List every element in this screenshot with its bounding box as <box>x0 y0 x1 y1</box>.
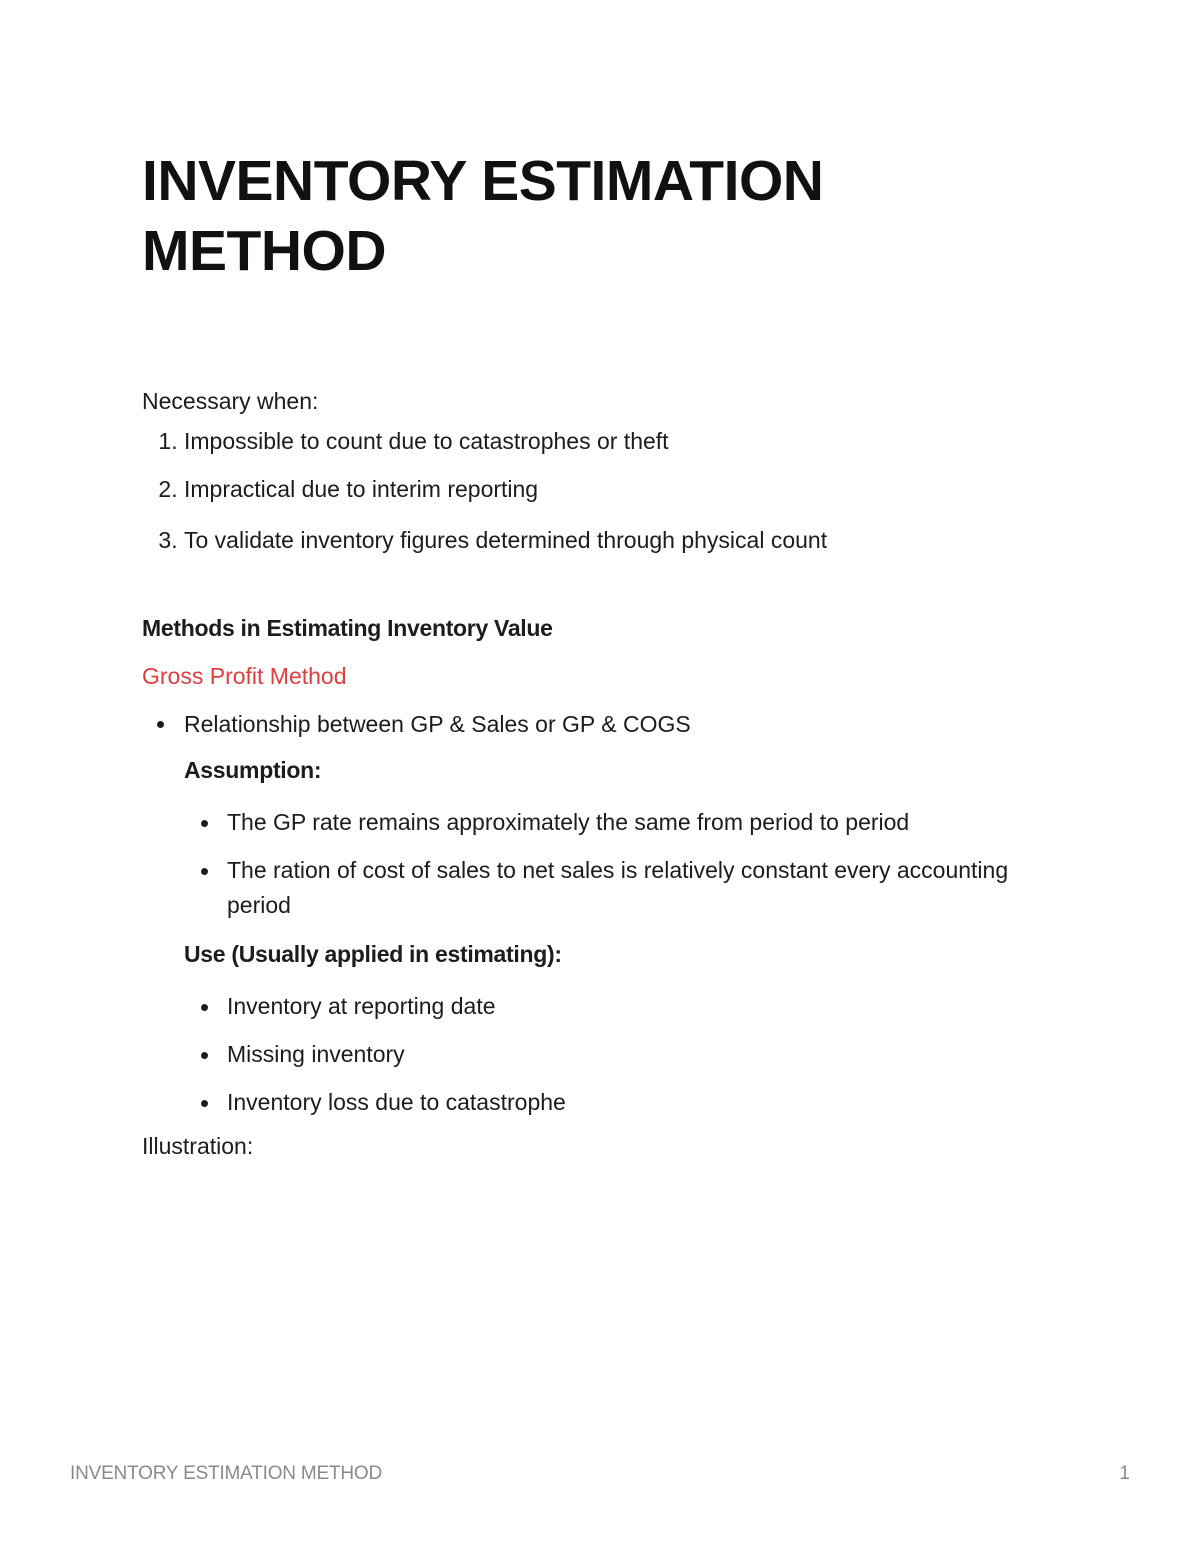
method-details-list <box>142 709 1042 1120</box>
reason-item: 1. Impossible to count due to catastrophes or theft <box>184 426 1042 456</box>
section-heading: Methods in Estimating Inventory Value <box>142 615 553 641</box>
footer-title: INVENTORY ESTIMATION METHOD <box>70 1463 383 1484</box>
list-item <box>184 709 1042 1120</box>
reason-item: 3. To validate inventory figures determined through physical count <box>184 525 1042 555</box>
bullet-icon <box>201 868 208 875</box>
bullet-icon <box>201 1052 208 1059</box>
bullet-icon <box>157 721 164 728</box>
footer-page-number: 1 <box>1119 1463 1130 1484</box>
assumption-heading: Assumption: <box>184 757 322 783</box>
page-content <box>142 146 1042 1161</box>
bullet-icon <box>201 1004 208 1011</box>
reasons-list <box>142 426 1042 555</box>
intro-text: Necessary when: <box>142 388 319 414</box>
use-heading: Use (Usually applied in estimating): <box>184 941 562 967</box>
page-title: INVENTORY ESTIMATION METHOD <box>142 149 824 283</box>
assumptions-list <box>184 805 1042 923</box>
bullet-icon <box>201 820 208 827</box>
relationship-text: Relationship between GP & Sales or GP & COGS <box>184 711 691 737</box>
assumption-text: The GP rate remains approximately the same from period to period <box>227 809 910 835</box>
uses-list <box>184 989 1042 1120</box>
method-name: Gross Profit Method <box>142 663 347 689</box>
assumption-text: The ration of cost of sales to net sales is relatively constant every accounting period <box>227 857 1009 918</box>
list-item <box>227 1085 1042 1120</box>
bullet-icon <box>201 1100 208 1107</box>
list-item <box>227 1037 1042 1072</box>
use-text: Inventory loss due to catastrophe <box>227 1089 566 1115</box>
use-text: Missing inventory <box>227 1041 405 1067</box>
reason-item: 2. Impractical due to interim reporting <box>184 474 1042 504</box>
illustration-label: Illustration: <box>142 1133 254 1159</box>
use-text: Inventory at reporting date <box>227 993 496 1019</box>
list-item <box>227 989 1042 1024</box>
list-item <box>227 805 1042 840</box>
list-item <box>227 853 1042 923</box>
